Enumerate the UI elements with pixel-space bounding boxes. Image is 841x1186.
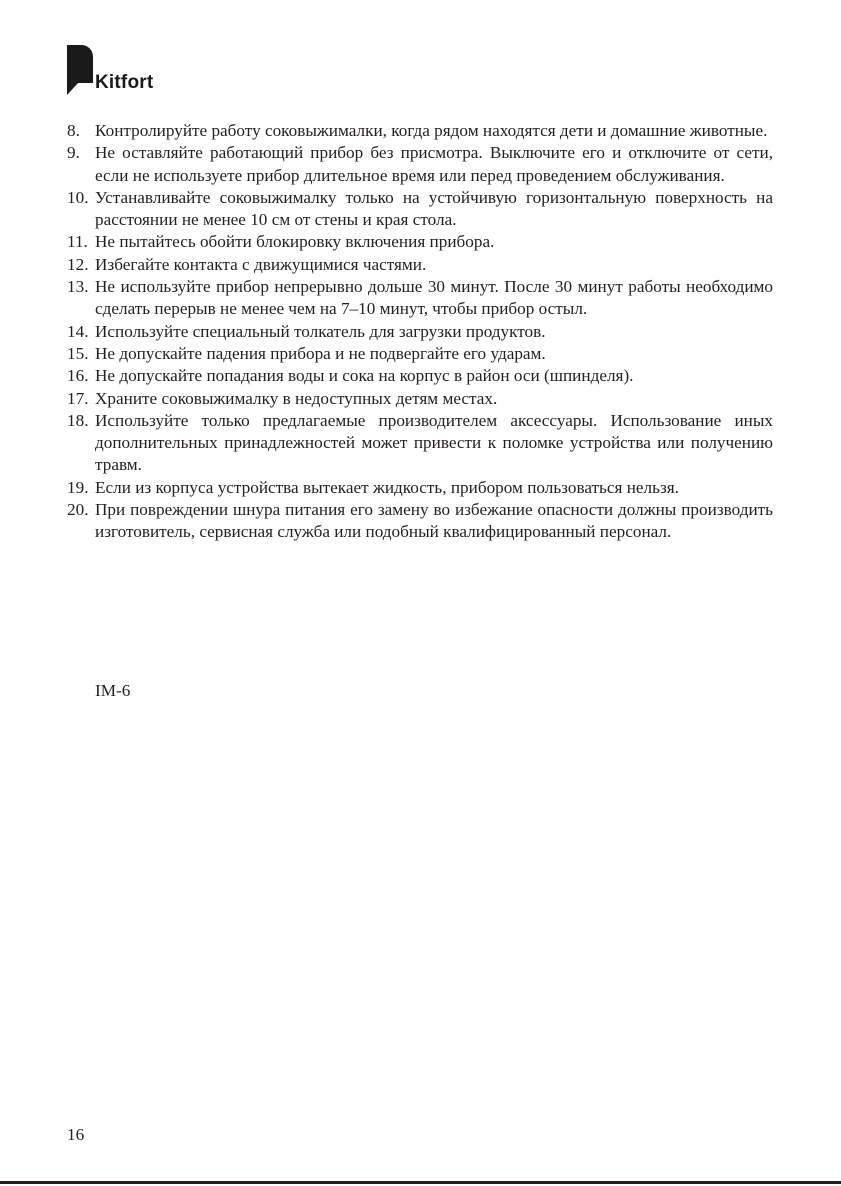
kitfort-flag-mark-icon <box>67 45 93 95</box>
list-item <box>67 343 773 365</box>
item-text: Если из корпуса устройства вытекает жидкость, прибором пользоваться нельзя. <box>95 477 679 497</box>
item-number: 18. <box>67 410 89 430</box>
item-number: 8. <box>67 121 80 140</box>
page-number: 16 <box>67 1125 85 1144</box>
list-item <box>67 187 773 232</box>
list-item <box>67 499 773 544</box>
item-text: Не пытайтесь обойти блокировку включения прибора. <box>95 232 495 252</box>
item-number: 19. <box>67 477 89 497</box>
list-item <box>67 477 773 499</box>
list-item <box>67 410 773 477</box>
item-text: Избегайте контакта с движущимися частями. <box>95 254 427 274</box>
item-text: Не используйте прибор непрерывно дольше 30 минут. После 30 минут работы необходимо сделать перерыв не менее чем на 7–10 минут, чтобы прибор остыл. <box>95 277 773 319</box>
model-number: IM-6 <box>95 681 131 700</box>
item-number: 15. <box>67 343 89 363</box>
list-item <box>67 142 773 187</box>
list-item <box>67 321 773 343</box>
item-text: Устанавливайте соковыжималку только на устойчивую горизонтальную поверхность на расстоянии не менее 10 см от стены и края стола. <box>95 187 773 230</box>
item-text: Используйте только предлагаемые производителем аксессуары. Использование иных дополнительных принадлежностей может привести к поломке устройства или получению травм. <box>95 410 773 475</box>
brand-name: Kitfort <box>95 72 154 93</box>
item-text: Не оставляйте работающий прибор без присмотра. Выключите его и отключите от сети, если не используете прибор длительное время или перед проведением обслуживания. <box>95 143 773 185</box>
item-text: При повреждении шнура питания его замену во избежание опасности должны производить изготовитель, сервисная служба или подобный квалифицированный персонал. <box>95 500 773 542</box>
item-number: 10. <box>67 187 89 207</box>
item-number: 20. <box>67 500 89 520</box>
item-text: Не допускайте попадания воды и сока на корпус в район оси (шпинделя). <box>95 366 634 386</box>
item-number: 17. <box>67 388 89 408</box>
list-item <box>67 276 773 321</box>
item-number: 12. <box>67 254 89 274</box>
kitfort-logo <box>67 45 187 97</box>
item-text: Используйте специальный толкатель для загрузки продуктов. <box>95 321 546 341</box>
item-text: Контролируйте работу соковыжималки, когда рядом находятся дети и домашние животные. <box>95 121 768 140</box>
item-number: 13. <box>67 277 89 297</box>
list-item <box>67 120 773 142</box>
item-number: 11. <box>67 232 88 252</box>
item-text: Не допускайте падения прибора и не подвергайте его ударам. <box>95 343 546 363</box>
item-number: 9. <box>67 143 80 163</box>
item-number: 14. <box>67 321 89 341</box>
item-text: Храните соковыжималку в недоступных детям местах. <box>95 388 498 408</box>
item-number: 16. <box>67 366 89 386</box>
bottom-divider <box>0 1181 841 1184</box>
safety-instructions-list <box>67 120 773 544</box>
list-item <box>67 365 773 387</box>
list-item <box>67 231 773 253</box>
list-item <box>67 254 773 276</box>
list-item <box>67 388 773 410</box>
